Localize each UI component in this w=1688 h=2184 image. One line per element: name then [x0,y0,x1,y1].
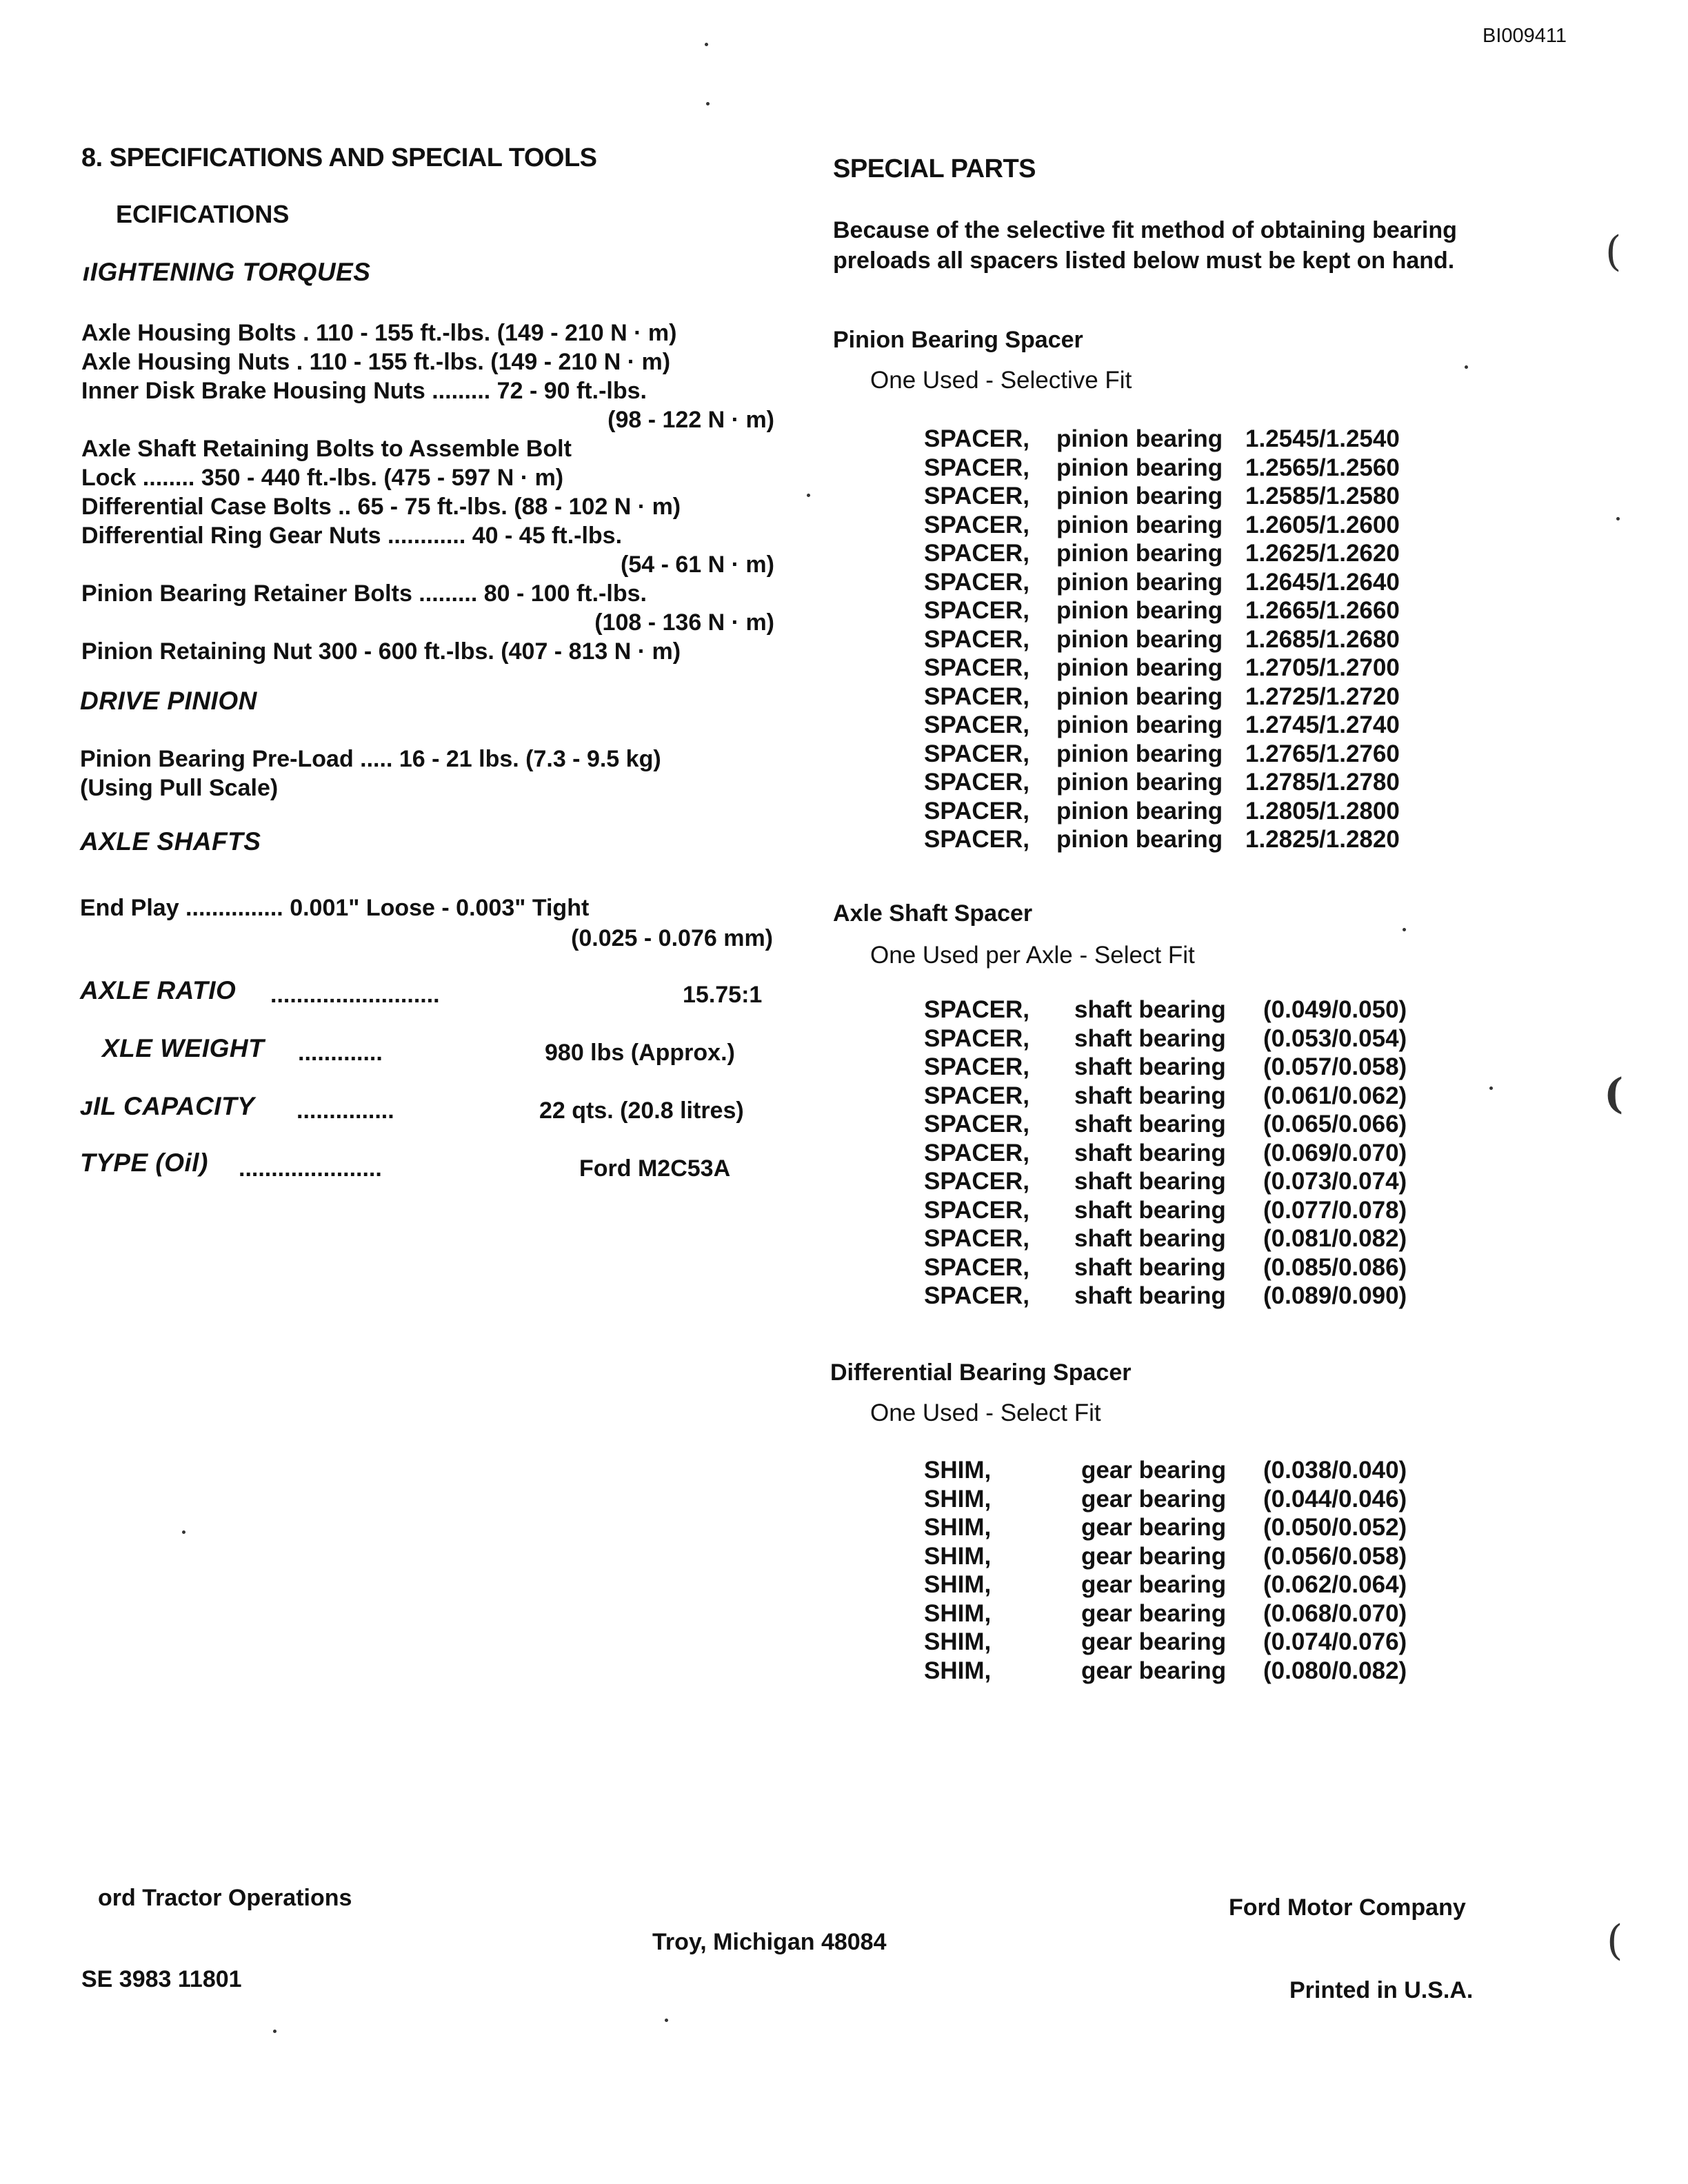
part-size-cell: (0.056/0.058) [1263,1542,1407,1570]
differential-spacer-title: Differential Bearing Spacer [830,1359,1132,1386]
part-name-cell: SPACER, [924,797,1029,825]
part-name-cell: SPACER, [924,1282,1029,1309]
binder-hole-mark: ( [1605,228,1622,276]
endplay-metric: (0.025 - 0.076 mm) [571,925,773,951]
part-description-cell: pinion bearing [1056,682,1223,710]
table-row [924,1485,1449,1514]
part-name-cell: SHIM, [924,1657,992,1684]
part-description-cell: pinion bearing [1056,654,1223,681]
part-size-cell: 1.2545/1.2540 [1245,425,1400,452]
part-name-cell: SPACER, [924,625,1029,653]
axle-weight-label: XLE WEIGHT [102,1034,265,1062]
part-name-cell: SPACER, [924,597,1029,624]
part-name-cell: SPACER, [924,1253,1029,1281]
part-description-cell: shaft bearing [1074,1253,1226,1281]
part-size-cell: (0.080/0.082) [1263,1657,1407,1684]
torque-line: Lock ........ 350 - 440 ft.-lbs. (475 - 597 N · m) [81,465,564,491]
torque-line: Axle Housing Nuts . 110 - 155 ft.-lbs. (149 - 210 N · m) [81,349,671,375]
part-size-cell: 1.2705/1.2700 [1245,654,1400,681]
part-name-cell: SPACER, [924,1024,1029,1052]
part-name-cell: SPACER, [924,425,1029,452]
part-size-cell: 1.2765/1.2760 [1245,740,1400,767]
table-row [924,1628,1449,1657]
part-description-cell: pinion bearing [1056,540,1223,567]
part-description-cell: shaft bearing [1074,1139,1226,1166]
section-title: 8. SPECIFICATIONS AND SPECIAL TOOLS [81,143,597,172]
table-row [924,1024,1449,1053]
oil-capacity-value: 22 qts. (20.8 litres) [539,1098,744,1124]
part-description-cell: pinion bearing [1056,511,1223,538]
part-description-cell: gear bearing [1081,1457,1227,1484]
table-row [924,1570,1449,1599]
part-size-cell: 1.2645/1.2640 [1245,568,1400,596]
part-size-cell: 1.2605/1.2600 [1245,511,1400,538]
scan-speck [706,102,710,105]
table-row [924,740,1431,769]
part-size-cell: (0.044/0.046) [1263,1485,1407,1513]
table-row [924,1542,1449,1571]
table-row [924,825,1431,854]
table-row [924,995,1449,1024]
part-name-cell: SPACER, [924,740,1029,767]
table-row [924,596,1431,625]
scan-speck [665,2019,668,2022]
table-row [924,568,1431,597]
part-size-cell: 1.2665/1.2660 [1245,597,1400,624]
part-size-cell: (0.062/0.064) [1263,1571,1407,1598]
torque-line: Pinion Bearing Retainer Bolts ......... 80 - 100 ft.-lbs. [81,580,647,607]
part-name-cell: SPACER, [924,1111,1029,1138]
part-description-cell: gear bearing [1081,1599,1227,1627]
table-row [924,682,1431,711]
table-row [924,482,1431,511]
part-name-cell: SPACER, [924,769,1029,796]
part-description-cell: gear bearing [1081,1571,1227,1598]
axle-ratio-label: AXLE RATIO [80,976,237,1004]
part-size-cell: 1.2585/1.2580 [1245,483,1400,509]
table-row [924,1657,1449,1686]
axle-spacer-title: Axle Shaft Spacer [833,900,1033,927]
part-name-cell: SPACER, [924,540,1029,567]
subsection-title: ECIFICATIONS [116,200,290,228]
table-row [924,1282,1449,1311]
oil-type-dots: ...................... [239,1155,382,1182]
part-name-cell: SPACER, [924,1196,1029,1224]
torque-line: Axle Shaft Retaining Bolts to Assemble Bolt [81,436,572,462]
table-row [924,1224,1449,1253]
oil-type-label: TYPE (Oil) [80,1149,208,1177]
scan-speck [182,1530,185,1534]
part-description-cell: shaft bearing [1074,1082,1226,1109]
footer-printed: Printed in U.S.A. [1289,1977,1474,2003]
table-row [924,1513,1449,1542]
part-description-cell: pinion bearing [1056,597,1223,624]
table-row [924,1053,1449,1082]
part-size-cell: (0.081/0.082) [1263,1225,1407,1252]
part-description-cell: pinion bearing [1056,568,1223,596]
part-size-cell: (0.077/0.078) [1263,1196,1407,1224]
torque-line: Differential Ring Gear Nuts ............ 40 - 45 ft.-lbs. [81,523,623,549]
table-row [924,1082,1449,1111]
special-parts-title: SPECIAL PARTS [833,154,1036,183]
part-name-cell: SHIM, [924,1485,992,1513]
oil-capacity-dots: ............... [297,1098,394,1124]
part-name-cell: SPACER, [924,996,1029,1023]
scan-speck [273,2030,277,2033]
table-row [924,425,1431,454]
part-name-cell: SPACER, [924,568,1029,596]
table-row [924,1110,1449,1139]
scan-speck [1403,928,1406,931]
table-row [924,511,1431,540]
scan-speck [807,494,810,497]
footer-form-code: SE 3983 11801 [81,1966,242,1992]
pinion-spacer-subtitle: One Used - Selective Fit [870,367,1132,394]
part-description-cell: pinion bearing [1056,425,1223,452]
table-row [924,1456,1449,1485]
part-name-cell: SHIM, [924,1457,992,1484]
part-description-cell: shaft bearing [1074,996,1226,1023]
part-name-cell: SPACER, [924,654,1029,681]
axle-shafts-heading: AXLE SHAFTS [80,827,261,856]
preload-note: (Using Pull Scale) [80,775,279,801]
part-name-cell: SPACER, [924,454,1029,481]
part-description-cell: pinion bearing [1056,769,1223,796]
axle-spacer-table [924,995,1449,1311]
part-name-cell: SPACER, [924,511,1029,538]
footer-location: Troy, Michigan 48084 [652,1929,887,1955]
part-description-cell: pinion bearing [1056,483,1223,509]
part-description-cell: gear bearing [1081,1485,1227,1513]
table-row [924,1139,1449,1168]
part-description-cell: pinion bearing [1056,740,1223,767]
part-description-cell: shaft bearing [1074,1053,1226,1080]
part-description-cell: shaft bearing [1074,1196,1226,1224]
part-size-cell: 1.2685/1.2680 [1245,625,1400,653]
part-size-cell: (0.089/0.090) [1263,1282,1407,1309]
part-name-cell: SPACER, [924,483,1029,509]
part-name-cell: SPACER, [924,1168,1029,1195]
table-row [924,768,1431,797]
part-size-cell: (0.074/0.076) [1263,1628,1407,1655]
torque-line: (98 - 122 N · m) [607,407,774,433]
part-size-cell: 1.2805/1.2800 [1245,797,1400,825]
special-parts-intro: Because of the selective fit method of obtaining bearing preloads all spacers listed below must be kept on hand. [833,217,1457,274]
part-description-cell: shaft bearing [1074,1024,1226,1052]
part-description-cell: pinion bearing [1056,711,1223,738]
table-row [924,654,1431,682]
drive-pinion-heading: DRIVE PINION [80,687,257,715]
part-size-cell: 1.2625/1.2620 [1245,540,1400,567]
part-size-cell: 1.2825/1.2820 [1245,826,1400,853]
part-size-cell: 1.2745/1.2740 [1245,711,1400,738]
torque-line: Inner Disk Brake Housing Nuts ......... 72 - 90 ft.-lbs. [81,378,647,404]
part-description-cell: pinion bearing [1056,454,1223,481]
part-description-cell: pinion bearing [1056,625,1223,653]
part-size-cell: 1.2725/1.2720 [1245,682,1400,710]
part-size-cell: (0.057/0.058) [1263,1053,1407,1080]
differential-shim-table [924,1456,1449,1685]
differential-spacer-subtitle: One Used - Select Fit [870,1399,1101,1426]
scan-speck [705,43,708,46]
torque-line: (54 - 61 N · m) [621,552,774,578]
table-row [924,711,1431,740]
part-name-cell: SHIM, [924,1571,992,1598]
binder-hole-mark: ( [1604,1070,1624,1118]
part-size-cell: (0.085/0.086) [1263,1253,1407,1281]
part-description-cell: shaft bearing [1074,1282,1226,1309]
table-row [924,1599,1449,1628]
part-size-cell: (0.050/0.052) [1263,1514,1407,1541]
part-name-cell: SPACER, [924,682,1029,710]
part-size-cell: (0.065/0.066) [1263,1111,1407,1138]
torque-line: Differential Case Bolts .. 65 - 75 ft.-lbs. (88 - 102 N · m) [81,494,681,520]
part-description-cell: gear bearing [1081,1542,1227,1570]
axle-spacer-subtitle: One Used per Axle - Select Fit [870,942,1195,969]
scan-speck [1489,1086,1493,1090]
table-row [924,1196,1449,1225]
table-row [924,1253,1449,1282]
part-size-cell: (0.049/0.050) [1263,996,1407,1023]
preload-line: Pinion Bearing Pre-Load ..... 16 - 21 lbs. (7.3 - 9.5 kg) [80,746,661,772]
endplay-line: End Play ............... 0.001" Loose - 0.003" Tight [80,895,590,921]
pinion-spacer-table [924,425,1431,854]
part-size-cell: (0.068/0.070) [1263,1599,1407,1627]
part-description-cell: shaft bearing [1074,1111,1226,1138]
binder-hole-mark: ( [1607,1917,1623,1965]
axle-ratio-dots: .......................... [270,982,440,1008]
table-row [924,625,1431,654]
part-description-cell: gear bearing [1081,1628,1227,1655]
torque-line: (108 - 136 N · m) [594,609,774,636]
part-name-cell: SPACER, [924,1225,1029,1252]
part-description-cell: shaft bearing [1074,1168,1226,1195]
part-name-cell: SPACER, [924,826,1029,853]
table-row [924,539,1431,568]
part-size-cell: 1.2565/1.2560 [1245,454,1400,481]
part-description-cell: gear bearing [1081,1657,1227,1684]
part-size-cell: 1.2785/1.2780 [1245,769,1400,796]
part-description-cell: pinion bearing [1056,826,1223,853]
footer-organization: ord Tractor Operations [98,1885,352,1911]
axle-weight-value: 980 lbs (Approx.) [545,1040,735,1066]
scan-speck [1616,517,1620,520]
part-name-cell: SHIM, [924,1542,992,1570]
part-name-cell: SPACER, [924,1053,1029,1080]
table-row [924,454,1431,483]
torque-line: Axle Housing Bolts . 110 - 155 ft.-lbs. (149 - 210 N · m) [81,320,677,346]
axle-ratio-value: 15.75:1 [683,982,763,1008]
pinion-spacer-title: Pinion Bearing Spacer [833,327,1083,353]
oil-type-value: Ford M2C53A [579,1155,731,1182]
part-size-cell: (0.073/0.074) [1263,1168,1407,1195]
document-id: BI009411 [1483,25,1567,47]
part-description-cell: pinion bearing [1056,797,1223,825]
table-row [924,797,1431,826]
footer-company: Ford Motor Company [1229,1894,1466,1921]
table-row [924,1167,1449,1196]
part-description-cell: gear bearing [1081,1514,1227,1541]
part-size-cell: (0.061/0.062) [1263,1082,1407,1109]
part-name-cell: SHIM, [924,1628,992,1655]
torques-list [81,318,774,666]
part-name-cell: SPACER, [924,1139,1029,1166]
torque-line: Pinion Retaining Nut 300 - 600 ft.-lbs. (407 - 813 N · m) [81,638,681,665]
part-size-cell: (0.069/0.070) [1263,1139,1407,1166]
part-size-cell: (0.038/0.040) [1263,1457,1407,1484]
part-name-cell: SPACER, [924,1082,1029,1109]
part-name-cell: SHIM, [924,1514,992,1541]
axle-weight-dots: ............. [298,1040,383,1066]
part-name-cell: SPACER, [924,711,1029,738]
part-description-cell: shaft bearing [1074,1225,1226,1252]
scan-speck [1465,365,1468,369]
oil-capacity-label: ᴊIL CAPACITY [80,1092,255,1120]
part-size-cell: (0.053/0.054) [1263,1024,1407,1052]
part-name-cell: SHIM, [924,1599,992,1627]
torques-heading: ıIGHTENING TORQUES [83,258,371,286]
